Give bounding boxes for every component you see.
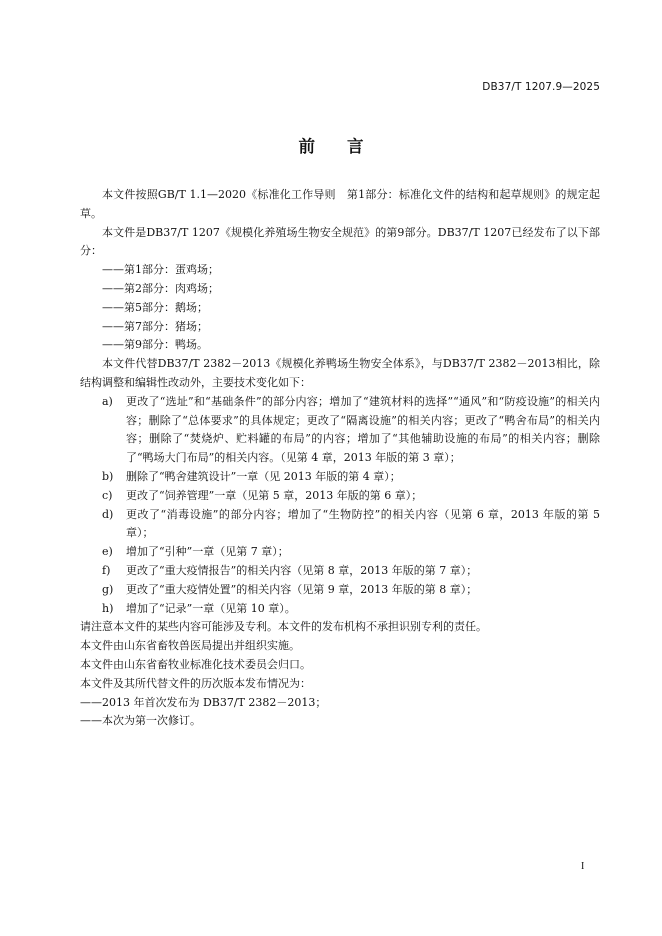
list-marker: f) [102,563,111,577]
paragraph-committee: 本文件由山东省畜牧业标准化技术委员会归口。 [80,657,311,671]
list-item: ——2013 年首次发布为 DB37/T 2382－2013； [80,695,327,709]
list-marker: b) [102,469,114,483]
paragraph-replacement: 本文件代替DB37/T 2382－2013《规模化养鸭场生物安全体系》，与DB37/T 2382－2013相比，除结构调整和编辑性改动外，主要技术变化如下： [80,357,600,389]
list-item [80,562,600,581]
list-item-text: 更改了“重大疫情处置”的相关内容（见第 9 章，2013 年版的第 8 章）； [126,582,478,596]
list-item: ——第5部分：鹅场； [102,300,208,314]
parts-list [80,261,600,355]
list-item [80,393,600,468]
list-item [80,506,600,544]
list-item-text: 增加了“引种”一章（见第 7 章）； [126,545,289,559]
document-code: DB37/T 1207.9—2025 [482,81,600,93]
page-number: I [581,861,585,872]
paragraph-series-info: 本文件是DB37/T 1207《规模化养殖场生物安全规范》的第9部分。DB37/T 1207已经发布了以下部分： [80,225,600,258]
foreword-body [80,186,600,731]
list-marker: h) [102,601,114,615]
history-list [80,694,600,732]
list-item [80,600,600,619]
list-item [80,581,600,600]
list-marker: d) [102,507,114,521]
list-item-text: 删除了“鸭舍建筑设计”一章（见 2013 年版的第 4 章）； [126,469,401,483]
list-marker: e) [102,545,113,559]
list-item-text: 更改了“重大疫情报告”的相关内容（见第 8 章，2013 年版的第 7 章）； [126,563,478,577]
paragraph-patent-notice: 请注意本文件的某些内容可能涉及专利。本文件的发布机构不承担识别专利的责任。 [80,620,487,634]
page-title: 前言 [298,137,396,156]
list-item: ——第7部分：猪场； [102,319,208,333]
list-item [80,487,600,506]
list-item: ——第2部分：肉鸡场； [102,281,219,295]
paragraph-proposer: 本文件由山东省畜牧兽医局提出并组织实施。 [80,639,300,653]
list-item: ——第1部分：蛋鸡场； [102,263,219,277]
list-marker: a) [102,394,113,408]
paragraph-drafting-rules: 本文件按照GB/T 1.1—2020《标准化工作导则 第1部分：标准化文件的结构和起草规则》的规定起草。 [80,188,600,220]
list-marker: g) [102,582,114,596]
changes-list [80,393,600,619]
list-marker: c) [102,488,113,502]
list-item [80,543,600,562]
list-item-text: 增加了“记录”一章（见第 10 章）。 [126,601,296,615]
list-item-text: 更改了“消毒设施”的部分内容；增加了“生物防控”的相关内容（见第 6 章，2013 年版的第 5 章）； [126,507,600,540]
list-item: ——本次为第一次修订。 [80,714,201,728]
paragraph-history: 本文件及其所代替文件的历次版本发布情况为： [80,676,311,690]
list-item: ——第9部分：鸭场。 [102,338,208,352]
list-item-text: 更改了“选址”和“基础条件”的部分内容；增加了“建筑材料的选择”“通风”和“防疫设施”的相关内容；删除了“总体要求”的具体规定；更改了“隔离设施”的相关内容；更改了“鸭舍布局”的相关内容；删除了“焚烧炉、贮料罐的布局”的内容；增加了“其他辅助设施的布局”的相关内容；删除了“鸭场大门布局”的相关内容。（见第 4 章，2013 年版的第 3 章）； [126,394,600,465]
list-item-text: 更改了“饲养管理”一章（见第 5 章，2013 年版的第 6 章）； [126,488,423,502]
list-item [80,468,600,487]
